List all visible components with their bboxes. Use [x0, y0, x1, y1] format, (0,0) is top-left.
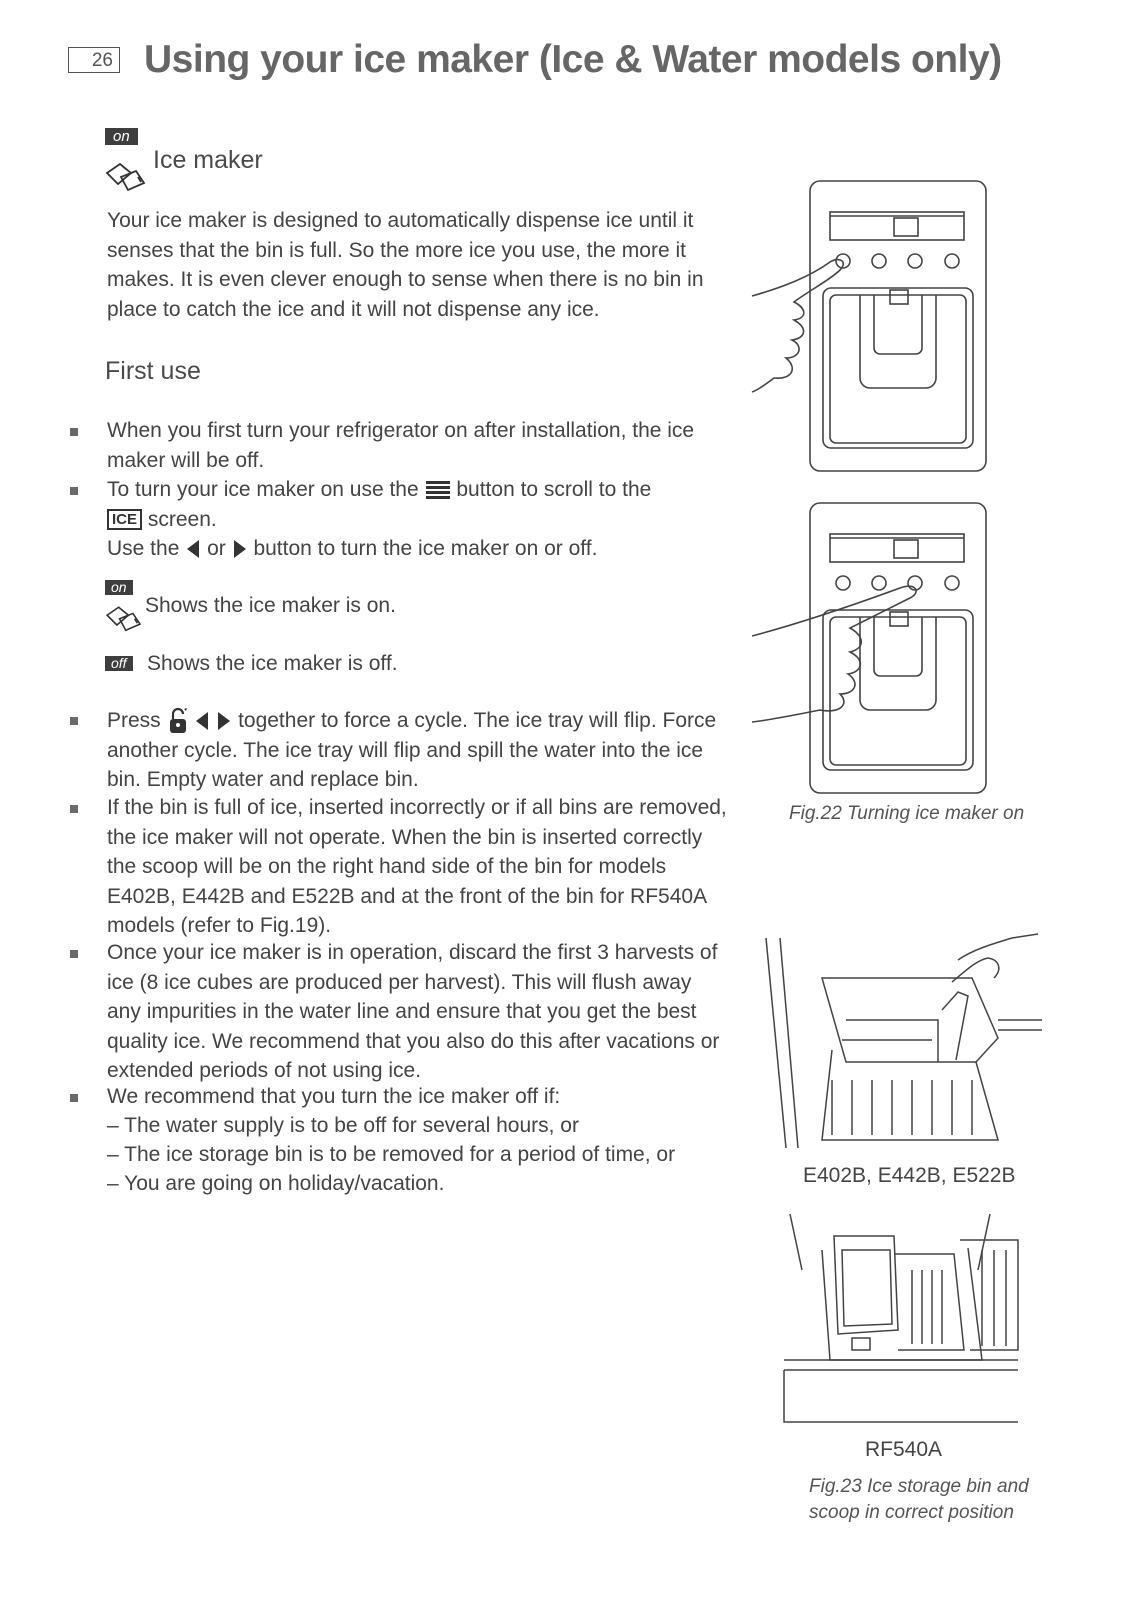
ice-maker-heading: Ice maker	[153, 146, 263, 174]
model-label-e-series: E402B, E442B, E522B	[803, 1164, 1016, 1187]
ice-cube-icon	[104, 157, 148, 193]
bullet-marker	[70, 717, 78, 725]
on-badge: on	[105, 580, 133, 595]
dispenser-illustration	[750, 500, 995, 798]
right-arrow-icon	[232, 539, 248, 559]
ice-cube-icon	[104, 601, 144, 633]
page-number: 26	[68, 47, 120, 73]
instruction-text: or	[207, 537, 226, 560]
sub-item: – The water supply is to be off for several hours, or	[107, 1114, 579, 1137]
right-arrow-icon	[216, 711, 232, 731]
sub-item: – The ice storage bin is to be removed for a period of time, or	[107, 1143, 676, 1166]
bullet-discard-harvests: Once your ice maker is in operation, discard the first 3 harvests of ice (8 ice cubes are produced per harvest). This will flush away any impurities in the water line and ensure that you get the best quality ice. We recommend that you also do this after vacations or extended periods of not using ice.	[107, 941, 720, 1082]
page-title: Using your ice maker (Ice & Water models only)	[144, 38, 1002, 81]
on-description: Shows the ice maker is on.	[145, 594, 396, 617]
first-use-heading: First use	[105, 357, 201, 385]
dispenser-illustration	[750, 178, 995, 476]
off-badge: off	[105, 656, 133, 671]
menu-button-icon	[425, 480, 451, 500]
instruction-text: button to scroll to the	[456, 478, 652, 501]
intro-paragraph: Your ice maker is designed to automatically dispense ice until it senses that the bin is full. So the more ice you use, the more it makes. It is even clever enough to sense when there is no bin in place to catch the ice and it will not dispense any ice.	[107, 209, 704, 321]
left-arrow-icon	[185, 539, 201, 559]
bullet-first-turn-on: When you first turn your refrigerator on after installation, the ice maker will be off.	[107, 419, 695, 472]
instruction-text: Use the	[107, 537, 180, 560]
fig23-caption-line1: Fig.23 Ice storage bin and	[809, 1476, 1029, 1497]
instruction-text: To turn your ice maker on use the	[107, 478, 419, 501]
ice-bin-illustration	[762, 930, 1042, 1160]
off-description: Shows the ice maker is off.	[147, 652, 398, 675]
fig22-caption: Fig.22 Turning ice maker on	[789, 803, 1025, 824]
fig23-caption-line2: scoop in correct position	[809, 1502, 1014, 1523]
bullet-marker	[70, 487, 78, 495]
bullet-marker	[70, 1094, 78, 1102]
on-badge: on	[105, 128, 138, 145]
instruction-text: together to force a cycle. The ice tray will flip. Force another cycle. The ice tray will flip and spill the water into the ice bin. Empty water and replace bin.	[107, 709, 717, 791]
instruction-text: screen.	[147, 507, 217, 531]
ice-bin-illustration	[782, 1210, 1022, 1430]
lock-icon	[167, 707, 189, 735]
instruction-text: button to turn the ice maker on or off.	[253, 537, 598, 560]
bullet-marker	[70, 950, 78, 958]
bullet-marker	[70, 428, 78, 436]
bullet-marker	[70, 805, 78, 813]
bullet-bin-full: If the bin is full of ice, inserted incorrectly or if all bins are removed, the ice maker will not operate. When the bin is inserted correctly the scoop will be on the right hand side of the bin for models E402B, E442B and E522B and at the front of the bin for RF540A models (refer to Fig.19).	[107, 796, 727, 937]
model-label-rf540a: RF540A	[865, 1438, 943, 1461]
ice-screen-label: ICE	[107, 509, 142, 530]
left-arrow-icon	[194, 711, 210, 731]
bullet-turn-on-instructions	[107, 475, 727, 564]
instruction-text: Press	[107, 709, 161, 732]
bullet-turn-off: We recommend that you turn the ice maker off if:	[107, 1085, 561, 1108]
bullet-force-cycle	[107, 706, 727, 795]
sub-item: – You are going on holiday/vacation.	[107, 1172, 445, 1195]
